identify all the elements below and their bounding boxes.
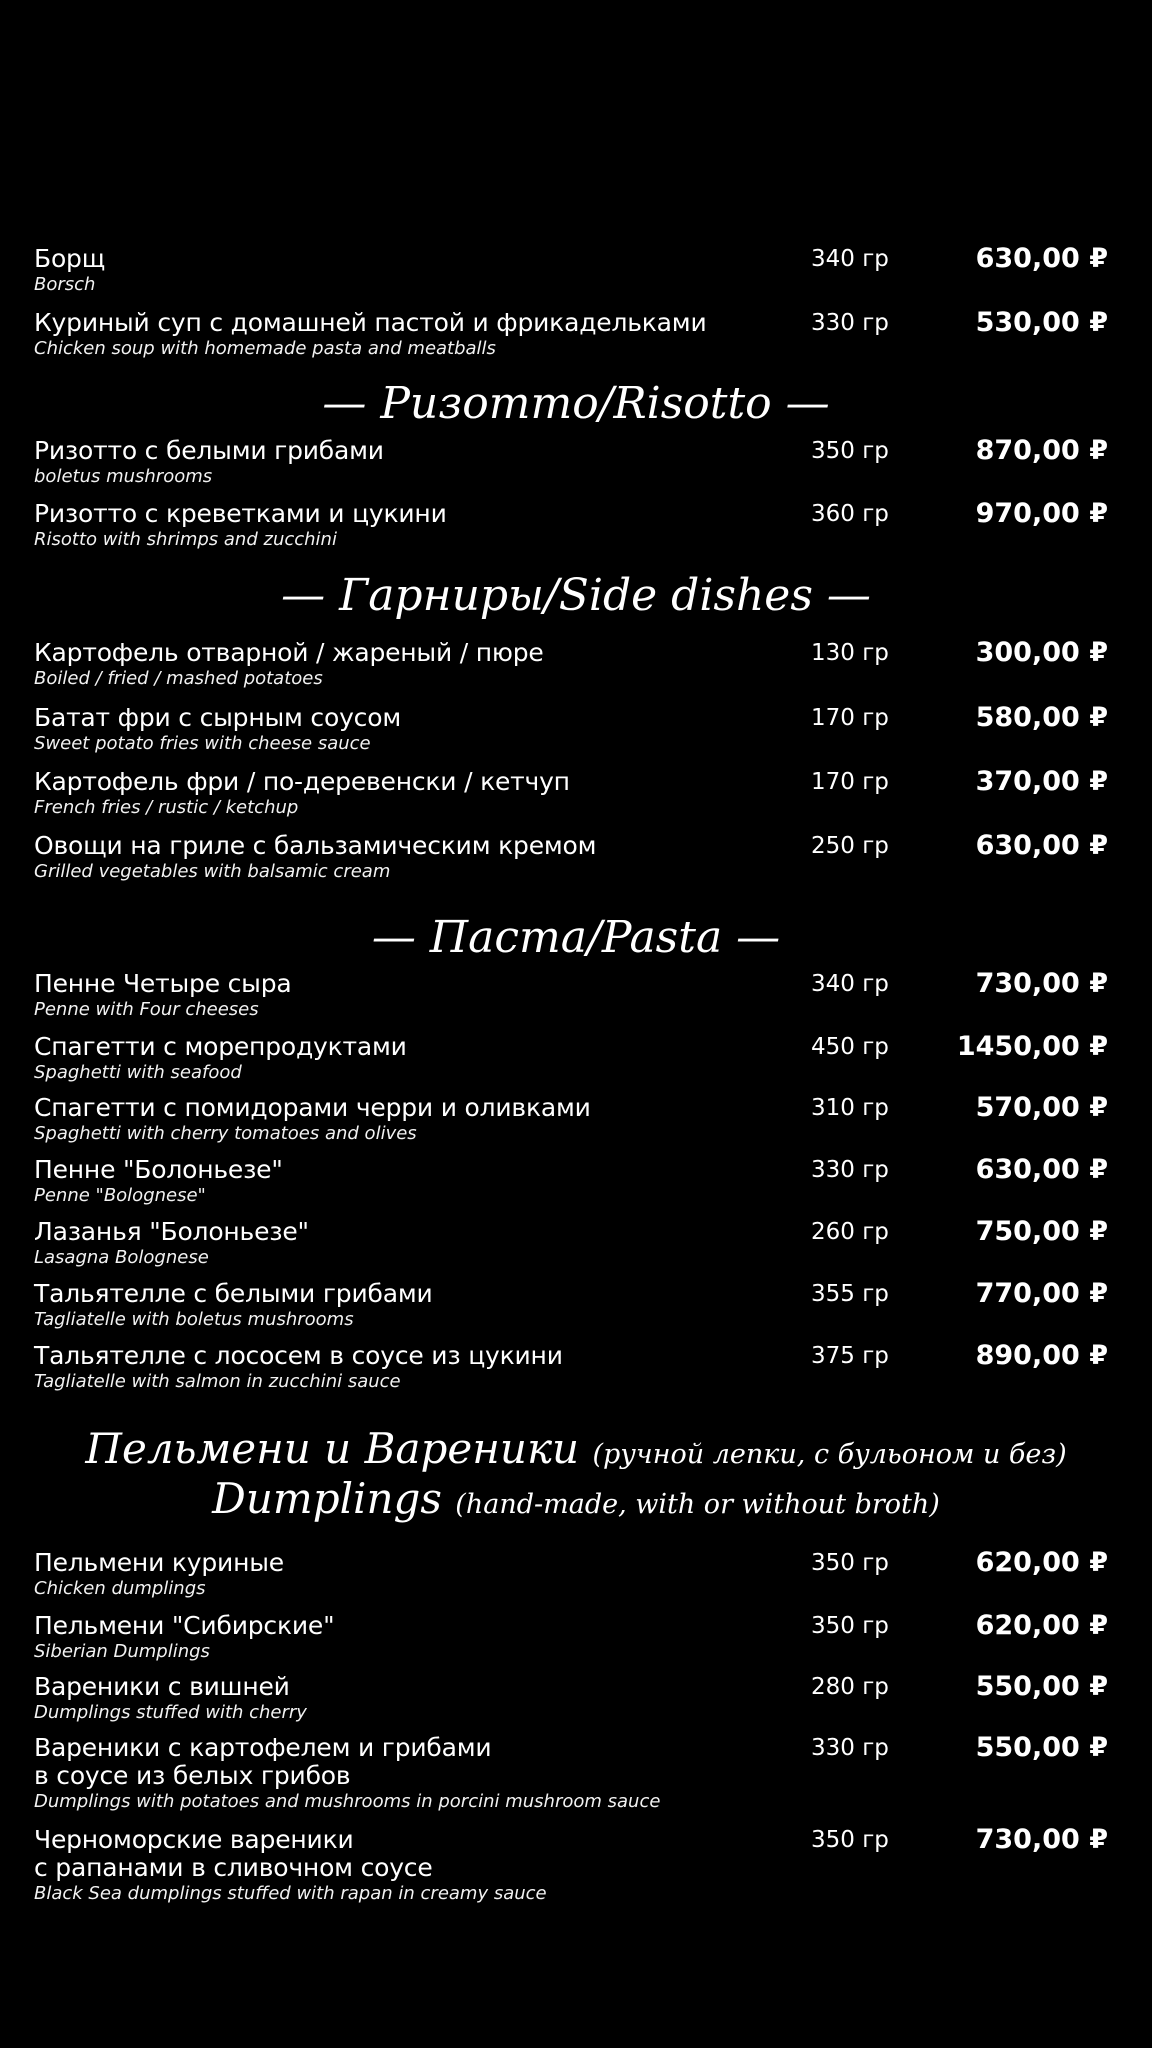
menu-item [34, 437, 1114, 488]
dish-price: 750,00 ₽ [975, 1216, 1108, 1247]
dish-name-ru: Куриный суп с домашней пастой и фрикадельками [34, 308, 707, 337]
dish-name-ru: Пельмени "Сибирские" [34, 1611, 335, 1640]
dish-weight: 360 гр [811, 501, 889, 527]
dish-name-ru: Тальятелле с белыми грибами [34, 1279, 433, 1308]
dish-name-en: Dumplings stuffed with cherry [34, 1702, 307, 1723]
dish-weight: 330 гр [811, 1157, 889, 1183]
section-heading-side-dishes: — Гарниры/Side dishes — [281, 570, 871, 621]
dish-name-ru: Овощи на гриле с бальзамическим кремом [34, 831, 597, 860]
dish-name-en: Boiled / fried / mashed potatoes [34, 668, 323, 689]
dish-name-ru: Пенне "Болоньезе" [34, 1155, 283, 1184]
dish-weight: 350 гр [811, 438, 889, 464]
dish-name-ru: Ризотто с креветками и цукини [34, 499, 447, 528]
dish-name-ru: Картофель отварной / жареный / пюре [34, 638, 544, 667]
menu-item [34, 1218, 1114, 1269]
dish-name-en: boletus mushrooms [34, 466, 213, 487]
dish-name-ru: Тальятелле с лососем в соусе из цукини [34, 1341, 563, 1370]
dish-name-en: Dumplings with potatoes and mushrooms in porcini mushroom sauce [34, 1791, 661, 1812]
dish-name-en: Sweet potato fries with cheese sauce [34, 733, 371, 754]
dish-weight: 280 гр [811, 1674, 889, 1700]
menu-item [34, 1612, 1114, 1663]
dish-name-ru: Картофель фри / по-деревенски / кетчуп [34, 767, 570, 796]
dish-weight: 350 гр [811, 1827, 889, 1853]
dish-name-en: Chicken dumplings [34, 1578, 206, 1599]
dish-price: 770,00 ₽ [975, 1278, 1108, 1309]
dish-name-en: Penne with Four cheeses [34, 999, 259, 1020]
dish-price: 300,00 ₽ [975, 637, 1108, 668]
heading-note: (ручной лепки, с бульоном и без) [592, 1439, 1067, 1470]
dish-name-ru: Вареники с картофелем и грибами в соусе из белых грибов [34, 1733, 492, 1790]
dish-name-ru: Батат фри с сырным соусом [34, 703, 401, 732]
dish-weight: 170 гр [811, 769, 889, 795]
dish-name-en: Lasagna Bolognese [34, 1247, 209, 1268]
menu-item [34, 1280, 1114, 1331]
dish-price: 630,00 ₽ [975, 1154, 1108, 1185]
dish-price: 630,00 ₽ [975, 243, 1108, 274]
dish-weight: 260 гр [811, 1219, 889, 1245]
dish-price: 870,00 ₽ [975, 435, 1108, 466]
dish-weight: 350 гр [811, 1613, 889, 1639]
dish-name-en: French fries / rustic / ketchup [34, 797, 299, 818]
dish-price: 570,00 ₽ [975, 1092, 1108, 1123]
heading-note: (hand-made, with or without broth) [455, 1489, 940, 1520]
dish-name-ru: Вареники с вишней [34, 1672, 290, 1701]
dish-name-ru: Черноморские вареники с рапанами в сливочном соусе [34, 1825, 433, 1882]
menu-item [34, 1673, 1114, 1724]
menu-item [34, 1826, 1114, 1905]
section-heading-dumplings-ru [0, 1424, 1152, 1480]
dish-name-en: Borsch [34, 274, 96, 295]
dish-weight: 355 гр [811, 1281, 889, 1307]
dish-name-ru: Пельмени куриные [34, 1548, 284, 1577]
dish-weight: 170 гр [811, 705, 889, 731]
dish-price: 620,00 ₽ [975, 1547, 1108, 1578]
dish-name-en: Siberian Dumplings [34, 1641, 210, 1662]
dish-weight: 130 гр [811, 640, 889, 666]
section-heading-risotto: — Ризотто/Risotto — [322, 378, 830, 429]
section-heading-dumplings-en [0, 1474, 1152, 1530]
dish-name-ru: Ризотто с белыми грибами [34, 436, 384, 465]
menu-item [34, 970, 1114, 1021]
dish-weight: 330 гр [811, 310, 889, 336]
dish-price: 730,00 ₽ [975, 1824, 1108, 1855]
menu-item [34, 1549, 1114, 1600]
heading-main: Пельмени и Вареники [85, 1424, 580, 1473]
dish-price: 550,00 ₽ [975, 1732, 1108, 1763]
menu-item [34, 1033, 1114, 1084]
section-heading-pasta: — Паста/Pasta — [371, 912, 781, 963]
dish-price: 630,00 ₽ [975, 830, 1108, 861]
menu-item [34, 1094, 1114, 1145]
dish-price: 550,00 ₽ [975, 1671, 1108, 1702]
dish-weight: 350 гр [811, 1550, 889, 1576]
dish-price: 530,00 ₽ [975, 307, 1108, 338]
dish-name-en: Tagliatelle with salmon in zucchini sauce [34, 1371, 401, 1392]
dish-name-en: Grilled vegetables with balsamic cream [34, 861, 391, 882]
menu-item-borsch [34, 245, 1114, 296]
dish-weight: 375 гр [811, 1343, 889, 1369]
dish-weight: 310 гр [811, 1095, 889, 1121]
dish-weight: 450 гр [811, 1034, 889, 1060]
dish-name-ru: Борщ [34, 244, 106, 273]
menu-item [34, 704, 1114, 755]
heading-main: Dumplings [212, 1474, 442, 1523]
dish-name-en: Black Sea dumplings stuffed with rapan in creamy sauce [34, 1883, 547, 1904]
menu-item [34, 832, 1114, 883]
dish-price: 970,00 ₽ [975, 498, 1108, 529]
dish-name-en: Spaghetti with cherry tomatoes and olives [34, 1123, 417, 1144]
menu-item [34, 1342, 1114, 1393]
dish-weight: 340 гр [811, 246, 889, 272]
menu-item [34, 1734, 1114, 1813]
dish-name-ru: Спагетти с помидорами черри и оливками [34, 1093, 591, 1122]
dish-name-en: Tagliatelle with boletus mushrooms [34, 1309, 354, 1330]
dish-price: 890,00 ₽ [975, 1340, 1108, 1371]
dish-weight: 330 гр [811, 1735, 889, 1761]
dish-weight: 340 гр [811, 971, 889, 997]
menu-item [34, 500, 1114, 551]
menu-item [34, 639, 1114, 690]
dish-name-en: Penne "Bolognese" [34, 1185, 206, 1206]
dish-price: 730,00 ₽ [975, 968, 1108, 999]
dish-name-ru: Спагетти с морепродуктами [34, 1032, 407, 1061]
dish-price: 1450,00 ₽ [956, 1031, 1108, 1062]
dish-name-en: Risotto with shrimps and zucchini [34, 529, 337, 550]
menu-item-chicken-soup [34, 309, 1114, 360]
dish-name-en: Spaghetti with seafood [34, 1062, 242, 1083]
dish-name-en: Chicken soup with homemade pasta and meatballs [34, 338, 496, 359]
dish-name-ru: Пенне Четыре сыра [34, 969, 292, 998]
dish-name-ru: Лазанья "Болоньезе" [34, 1217, 309, 1246]
dish-price: 580,00 ₽ [975, 702, 1108, 733]
dish-weight: 250 гр [811, 833, 889, 859]
menu-item [34, 768, 1114, 819]
dish-price: 620,00 ₽ [975, 1610, 1108, 1641]
menu-item [34, 1156, 1114, 1207]
dish-price: 370,00 ₽ [975, 766, 1108, 797]
